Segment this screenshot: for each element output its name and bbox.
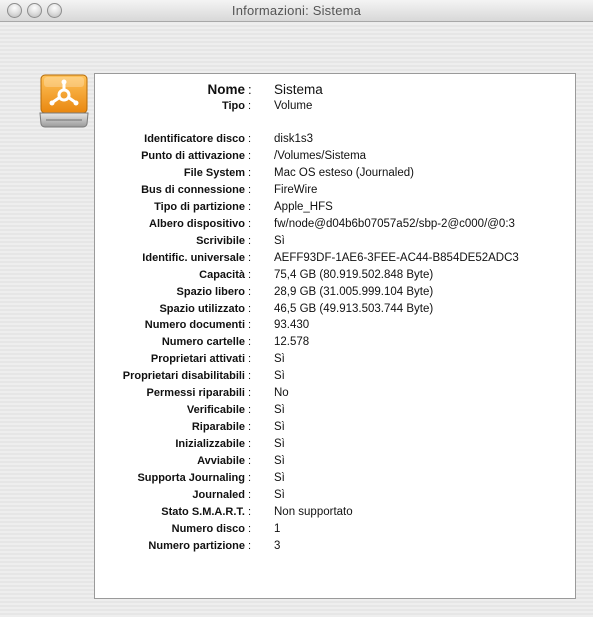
info-label: Identific. universale <box>142 251 245 264</box>
title-bar <box>0 0 593 22</box>
info-label: File System <box>183 166 245 179</box>
info-row <box>95 148 575 164</box>
info-row <box>95 199 575 215</box>
info-value: AEFF93DF-1AE6-3FEE-AC44-B854DE52ADC3 <box>274 251 519 264</box>
info-row <box>95 301 575 317</box>
info-row <box>95 351 575 367</box>
label-separator: : <box>248 353 252 366</box>
info-value: No <box>274 387 289 400</box>
info-row <box>95 521 575 537</box>
label-separator: : <box>248 505 252 518</box>
info-row <box>95 470 575 486</box>
info-value: Sì <box>274 455 285 468</box>
info-value: Sì <box>274 404 285 417</box>
info-label: Punto di attivazione <box>141 149 245 162</box>
label-separator: : <box>248 268 252 281</box>
label-separator: : <box>248 472 252 484</box>
label-separator: : <box>248 387 252 400</box>
info-value: Sì <box>274 234 285 247</box>
info-row <box>95 538 575 554</box>
label-separator: : <box>248 234 252 247</box>
info-label: Proprietari attivati <box>150 353 245 366</box>
info-label: Journaled <box>192 488 245 501</box>
info-value: Sì <box>274 370 285 383</box>
info-value: disk1s3 <box>274 133 313 145</box>
info-row-name <box>95 81 575 97</box>
info-label: Numero cartelle <box>161 336 245 349</box>
info-label: Numero partizione <box>148 539 245 552</box>
label-separator: : <box>248 133 252 145</box>
info-value: Non supportato <box>274 505 353 518</box>
label-separator: : <box>248 251 252 264</box>
info-row <box>95 250 575 266</box>
label-separator: : <box>248 302 252 315</box>
info-value: 1 <box>274 522 281 535</box>
info-label: Spazio utilizzato <box>159 302 245 315</box>
info-value: Sì <box>274 421 285 434</box>
label-separator: : <box>248 217 252 230</box>
info-row <box>95 385 575 401</box>
info-value: 93.430 <box>274 319 310 332</box>
info-value: FireWire <box>274 183 318 196</box>
label-separator: : <box>248 404 252 417</box>
label-separator: : <box>248 421 252 434</box>
info-row <box>95 368 575 384</box>
info-row <box>95 504 575 520</box>
label-separator: : <box>248 200 252 213</box>
info-row <box>95 453 575 469</box>
info-value: /Volumes/Sistema <box>274 149 367 162</box>
info-row <box>95 267 575 283</box>
label-separator: : <box>248 319 252 332</box>
info-row <box>95 402 575 418</box>
info-row <box>95 487 575 503</box>
info-row <box>95 165 575 181</box>
info-label: Permessi riparabili <box>146 387 245 400</box>
name-value: Sistema <box>274 82 323 97</box>
type-label: Tipo <box>221 100 245 112</box>
label-separator: : <box>248 370 252 383</box>
info-label: Riparabile <box>191 421 245 434</box>
label-separator: : <box>248 336 252 349</box>
label-separator: : <box>248 82 252 97</box>
info-label: Verificabile <box>186 404 245 417</box>
info-row-type <box>95 98 575 114</box>
info-row <box>95 233 575 249</box>
info-label: Capacità <box>199 268 245 281</box>
info-label: Tipo di partizione <box>154 200 245 213</box>
info-value: Sì <box>274 488 285 501</box>
info-label: Inizializzabile <box>175 438 245 451</box>
info-label: Numero documenti <box>144 319 245 332</box>
info-label: Albero dispositivo <box>149 217 245 230</box>
info-value: Sì <box>274 438 285 451</box>
info-row <box>95 419 575 435</box>
label-separator: : <box>248 183 252 196</box>
label-separator: : <box>248 149 252 162</box>
info-label: Spazio libero <box>176 285 245 298</box>
window-title: Informazioni: Sistema <box>231 3 362 18</box>
info-row <box>95 317 575 333</box>
info-row <box>95 131 575 147</box>
label-separator: : <box>248 166 252 179</box>
info-row <box>95 216 575 232</box>
info-value: 28,9 GB (31.005.999.104 Byte) <box>274 285 434 298</box>
label-separator: : <box>248 285 252 298</box>
info-label: Avviabile <box>197 455 245 468</box>
info-value: 75,4 GB (80.919.502.848 Byte) <box>274 268 434 281</box>
info-value: fw/node@d04b6b07057a52/sbp-2@c000/@0:3 <box>274 217 515 230</box>
info-label: Numero disco <box>171 522 245 535</box>
info-row <box>95 182 575 198</box>
name-label: Nome <box>207 82 245 97</box>
info-row <box>95 436 575 452</box>
label-separator: : <box>248 455 252 468</box>
info-label: Identificatore disco <box>144 133 245 145</box>
type-value: Volume <box>274 100 313 112</box>
info-value: 12.578 <box>274 336 310 349</box>
info-label: Supporta Journaling <box>137 472 245 484</box>
info-value: Sì <box>274 353 285 366</box>
label-separator: : <box>248 539 252 552</box>
info-value: Mac OS esteso (Journaled) <box>274 166 414 179</box>
info-row <box>95 334 575 350</box>
label-separator: : <box>248 488 252 501</box>
info-panel <box>94 73 576 599</box>
info-label: Scrivibile <box>196 234 245 247</box>
info-label: Bus di connessione <box>141 183 245 196</box>
info-value: 3 <box>274 539 281 552</box>
info-label: Proprietari disabilitabili <box>122 370 245 383</box>
info-label: Stato S.M.A.R.T. <box>161 505 245 518</box>
label-separator: : <box>248 438 252 451</box>
label-separator: : <box>248 522 252 535</box>
info-value: Apple_HFS <box>274 200 333 213</box>
info-row <box>95 284 575 300</box>
info-value: 46,5 GB (49.913.503.744 Byte) <box>274 302 434 315</box>
label-separator: : <box>248 100 252 112</box>
info-value: Sì <box>274 472 285 484</box>
